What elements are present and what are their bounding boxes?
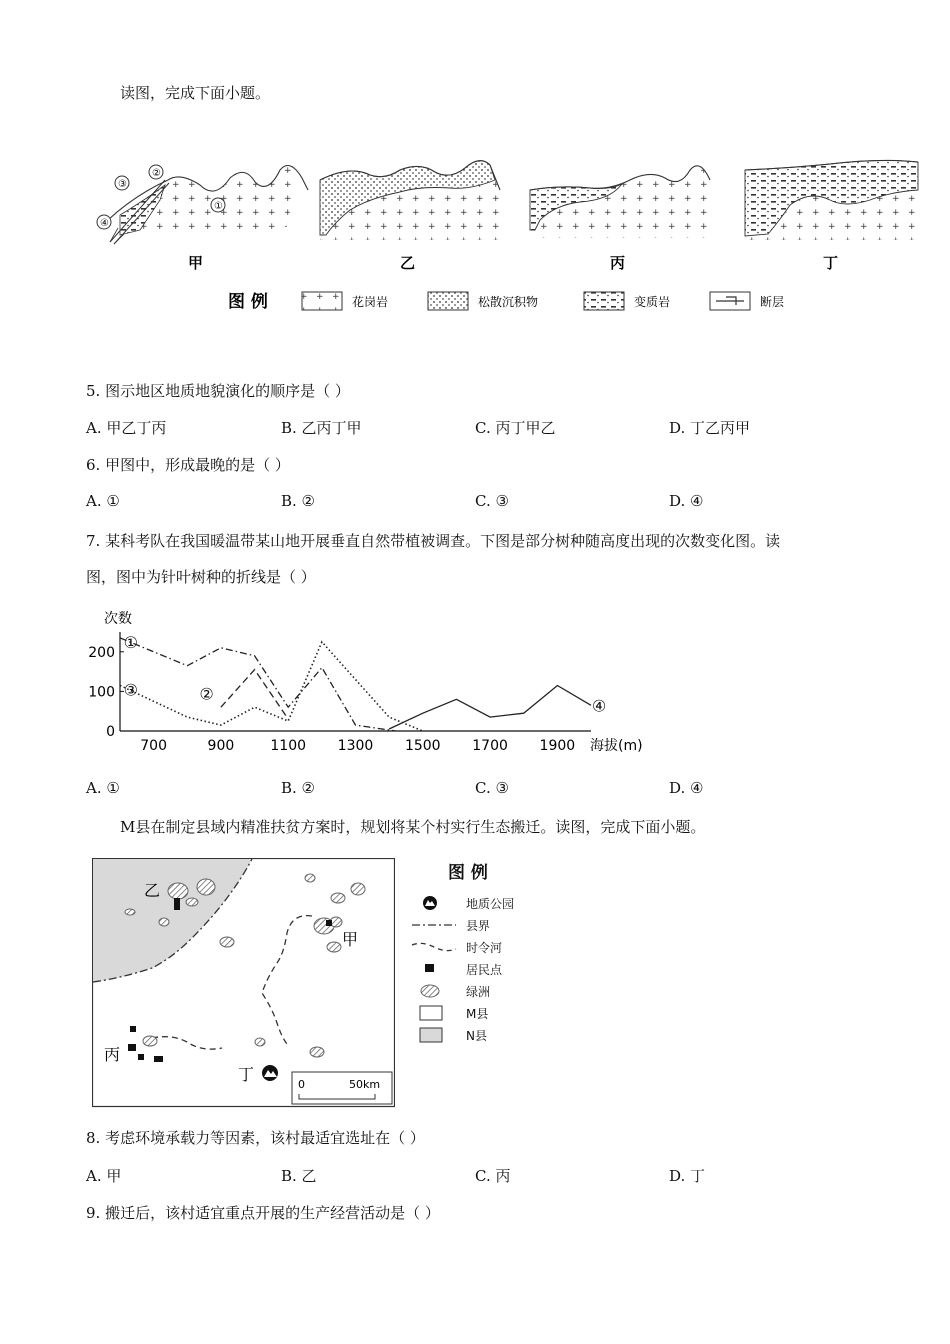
scale-fifty: 50km [349, 1078, 381, 1091]
q5-option-d[interactable]: D. 丁乙丙甲 [669, 419, 751, 437]
county-map [92, 858, 395, 1108]
panel-label-ding: 丁 [823, 254, 839, 272]
x-tick-label: 1500 [404, 738, 441, 754]
q9-stem: 9. 搬迁后，该村适宜重点开展的生产经营活动是（ ） [86, 1204, 440, 1222]
q8-option-b[interactable]: B. 乙 [281, 1167, 317, 1185]
y-tick-label: 200 [88, 644, 115, 661]
q7-option-d[interactable]: D. ④ [669, 779, 704, 797]
panel-yi [320, 161, 500, 272]
map-label-ding: 丁 [238, 1065, 255, 1084]
legend-fault: 断层 [760, 295, 785, 309]
chart-xlabel: 海拔(m) [590, 738, 643, 754]
intro-text: 读图，完成下面小题。 [120, 84, 271, 102]
q5-option-b[interactable]: B. 乙丙丁甲 [281, 419, 362, 437]
legend-title: 图 例 [228, 292, 268, 312]
series-marker-4: ④ [591, 696, 607, 716]
geology-legend [228, 291, 784, 312]
q7-stem-line2: 图，图中为针叶树种的折线是（ ） [86, 568, 316, 586]
series-marker-1: ① [123, 632, 139, 652]
q5-option-c[interactable]: C. 丙丁甲乙 [475, 419, 556, 437]
q8-stem: 8. 考虑环境承载力等因素，该村最适宜选址在（ ） [86, 1129, 425, 1147]
marker-3: ③ [118, 179, 127, 190]
panel-label-yi: 乙 [400, 254, 416, 272]
scale-zero: 0 [298, 1078, 305, 1091]
legend-sediment: 松散沉积物 [478, 295, 539, 309]
q6-option-d[interactable]: D. ④ [669, 492, 704, 510]
legend-metamorphic: 变质岩 [634, 295, 671, 309]
x-tick-label: 1700 [472, 738, 508, 754]
scale-bar [292, 1072, 392, 1104]
marker-1: ① [214, 201, 223, 212]
chart-ylabel: 次数 [104, 611, 132, 627]
x-tick-label: 1100 [270, 738, 307, 754]
q6-option-c[interactable]: C. ③ [475, 492, 509, 510]
marker-2: ② [152, 168, 161, 179]
map-label-jia: 甲 [342, 930, 359, 949]
x-tick-label: 700 [140, 738, 168, 754]
panel-label-bing: 丙 [610, 254, 626, 272]
q5-options [86, 417, 866, 439]
x-tick-label: 900 [207, 738, 235, 754]
q7-option-b[interactable]: B. ② [281, 779, 316, 797]
series-line-1 [120, 638, 396, 731]
q7-option-c[interactable]: C. ③ [475, 779, 509, 797]
geopark-icon [262, 1065, 278, 1081]
y-tick-label: 0 [106, 724, 115, 740]
geology-figure [90, 150, 930, 330]
q5-option-a[interactable]: A. 甲乙丁丙 [86, 419, 167, 437]
x-tick-label: 1900 [539, 738, 576, 754]
panel-label-jia: 甲 [188, 254, 204, 272]
legend-swatch-sediment [428, 292, 468, 310]
series-line-3 [120, 642, 423, 731]
q6-option-b[interactable]: B. ② [281, 492, 316, 510]
series-marker-3: ③ [123, 680, 139, 700]
q8-option-a[interactable]: A. 甲 [86, 1167, 122, 1185]
q5-stem: 5. 图示地区地质地貌演化的顺序是（ ） [86, 382, 350, 400]
q7-option-a[interactable]: A. ① [86, 779, 120, 797]
series-marker-2: ② [199, 684, 214, 704]
x-tick-label: 1300 [337, 738, 374, 754]
series-line-2 [221, 670, 288, 720]
panel-bing [530, 166, 710, 272]
intro2-text: M县在制定县域内精准扶贫方案时，规划将某个村实行生态搬迁。读图，完成下面小题。 [120, 818, 706, 836]
q6-option-a[interactable]: A. ① [86, 492, 120, 510]
y-tick-label: 100 [88, 684, 115, 701]
legend-granite: 花岗岩 [352, 295, 389, 309]
legend-swatch-granite [302, 292, 342, 310]
q8-option-d[interactable]: D. 丁 [669, 1167, 706, 1185]
panel-ding [745, 160, 918, 272]
map-label-yi: 乙 [144, 881, 161, 900]
q7-options [86, 779, 866, 801]
tree-count-chart [86, 604, 646, 764]
map-legend: 图 例 地质公园 县界 时令河 居民点 绿洲 M县 N县 [410, 858, 540, 1043]
marker-4: ④ [100, 218, 109, 229]
series-line-4 [389, 686, 591, 730]
legend-swatch-metamorphic [584, 292, 624, 310]
panel-jia [97, 165, 308, 272]
map-legend-title: 图 例 [448, 863, 488, 883]
q8-option-c[interactable]: C. 丙 [475, 1167, 511, 1185]
map-label-bing: 丙 [104, 1045, 121, 1064]
q8-options [86, 1165, 866, 1187]
q7-stem-line1: 7. 某科考队在我国暖温带某山地开展垂直自然带植被调查。下图是部分树种随高度出现的次数变化图。读 [86, 532, 781, 550]
q6-stem: 6. 甲图中，形成最晚的是（ ） [86, 456, 290, 474]
q6-options [86, 492, 866, 514]
